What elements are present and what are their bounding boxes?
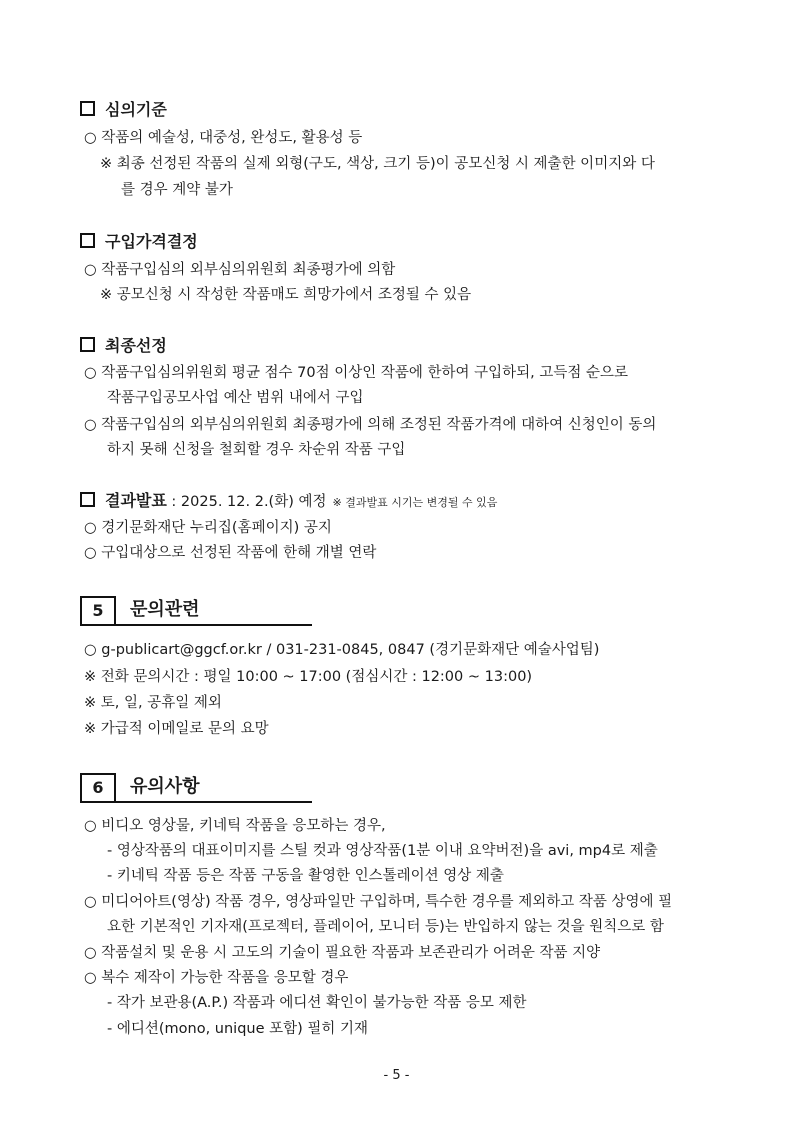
final-heading: 최종선정 [80,335,167,357]
notice-line-3: - 키네틱 작품 등은 작품 구동을 촬영한 인스톨레이션 영상 제출 [107,868,504,884]
notice-line-2: - 영상작품의 대표이미지를 스틸 컷과 영상작품(1분 이내 요약버전)을 avi, mp4로 제출 [107,843,658,859]
review-heading: 심의기준 [80,99,167,121]
notice-line-6: ○ 작품설치 및 운용 시 고도의 기술이 필요한 작품과 보존관리가 어려운 작품 지양 [84,945,601,961]
section-underline [116,801,312,803]
final-line-1: ○ 작품구입심의위원회 평균 점수 70점 이상인 작품에 한하여 구입하되, 고득점 순으로 [84,365,629,381]
review-criteria-line: ○ 작품의 예술성, 대중성, 완성도, 활용성 등 [84,130,363,146]
price-heading: 구입가격결정 [80,231,198,253]
phone-hours-line: ※ 전화 문의시간 : 평일 10:00 ~ 17:00 (점심시간 : 12:00 ~ 13:00) [84,669,533,685]
checkbox-square-icon [80,337,95,352]
section-number: 5 [80,596,116,626]
final-line-2: 작품구입공모사업 예산 범위 내에서 구입 [107,390,364,406]
section-number: 6 [80,773,116,803]
section-title: 유의사항 [130,776,200,797]
result-line-1: ○ 경기문화재단 누리집(홈페이지) 공지 [84,520,332,536]
checkbox-square-icon [80,492,95,507]
result-date: : 2025. 12. 2.(화) 예정 [166,494,327,510]
result-line-2: ○ 구입대상으로 선정된 작품에 한해 개별 연락 [84,545,377,561]
section-underline [116,624,312,626]
section-title: 문의관련 [130,599,200,620]
result-heading: 결과발표 : 2025. 12. 2.(화) 예정 ※ 결과발표 시기는 변경될 수 있음 [80,490,497,514]
review-note-line-2: 를 경우 계약 불가 [121,182,233,198]
price-note-line: ※ 공모신청 시 작성한 작품매도 희망가에서 조정될 수 있음 [100,287,472,303]
email-preferred-line: ※ 가급적 이메일로 문의 요망 [84,721,269,737]
notice-line-9: - 에디션(mono, unique 포함) 필히 기재 [107,1021,369,1037]
notice-line-7: ○ 복수 제작이 가능한 작품을 응모할 경우 [84,970,349,986]
excluded-days-line: ※ 토, 일, 공휴일 제외 [84,695,222,711]
result-note: ※ 결과발표 시기는 변경될 수 있음 [332,496,498,509]
final-line-3: ○ 작품구입심의 외부심의위원회 최종평가에 의해 조정된 작품가격에 대하여 신청인이 동의 [84,417,657,433]
review-note-line-1: ※ 최종 선정된 작품의 실제 외형(구도, 색상, 크기 등)이 공모신청 시 제출한 이미지와 다 [100,156,655,172]
checkbox-square-icon [80,101,95,116]
notice-line-5: 요한 기본적인 기자재(프로젝터, 플레이어, 모니터 등)는 반입하지 않는 것을 원칙으로 함 [107,919,664,935]
final-line-4: 하지 못해 신청을 철회할 경우 차순위 작품 구입 [107,442,406,458]
checkbox-square-icon [80,233,95,248]
notice-line-4: ○ 미디어아트(영상) 작품 경우, 영상파일만 구입하며, 특수한 경우를 제외하고 작품 상영에 필 [84,894,673,910]
price-line-1: ○ 작품구입심의 외부심의위원회 최종평가에 의함 [84,262,396,278]
notice-line-1: ○ 비디오 영상물, 키네틱 작품을 응모하는 경우, [84,818,386,834]
contact-line: ○ g-publicart@ggcf.or.kr / 031-231-0845, 0847 (경기문화재단 예술사업팀) [84,642,600,658]
page-number: - 5 - [383,1068,410,1083]
notice-line-8: - 작가 보관용(A.P.) 작품과 에디션 확인이 불가능한 작품 응모 제한 [107,995,527,1011]
